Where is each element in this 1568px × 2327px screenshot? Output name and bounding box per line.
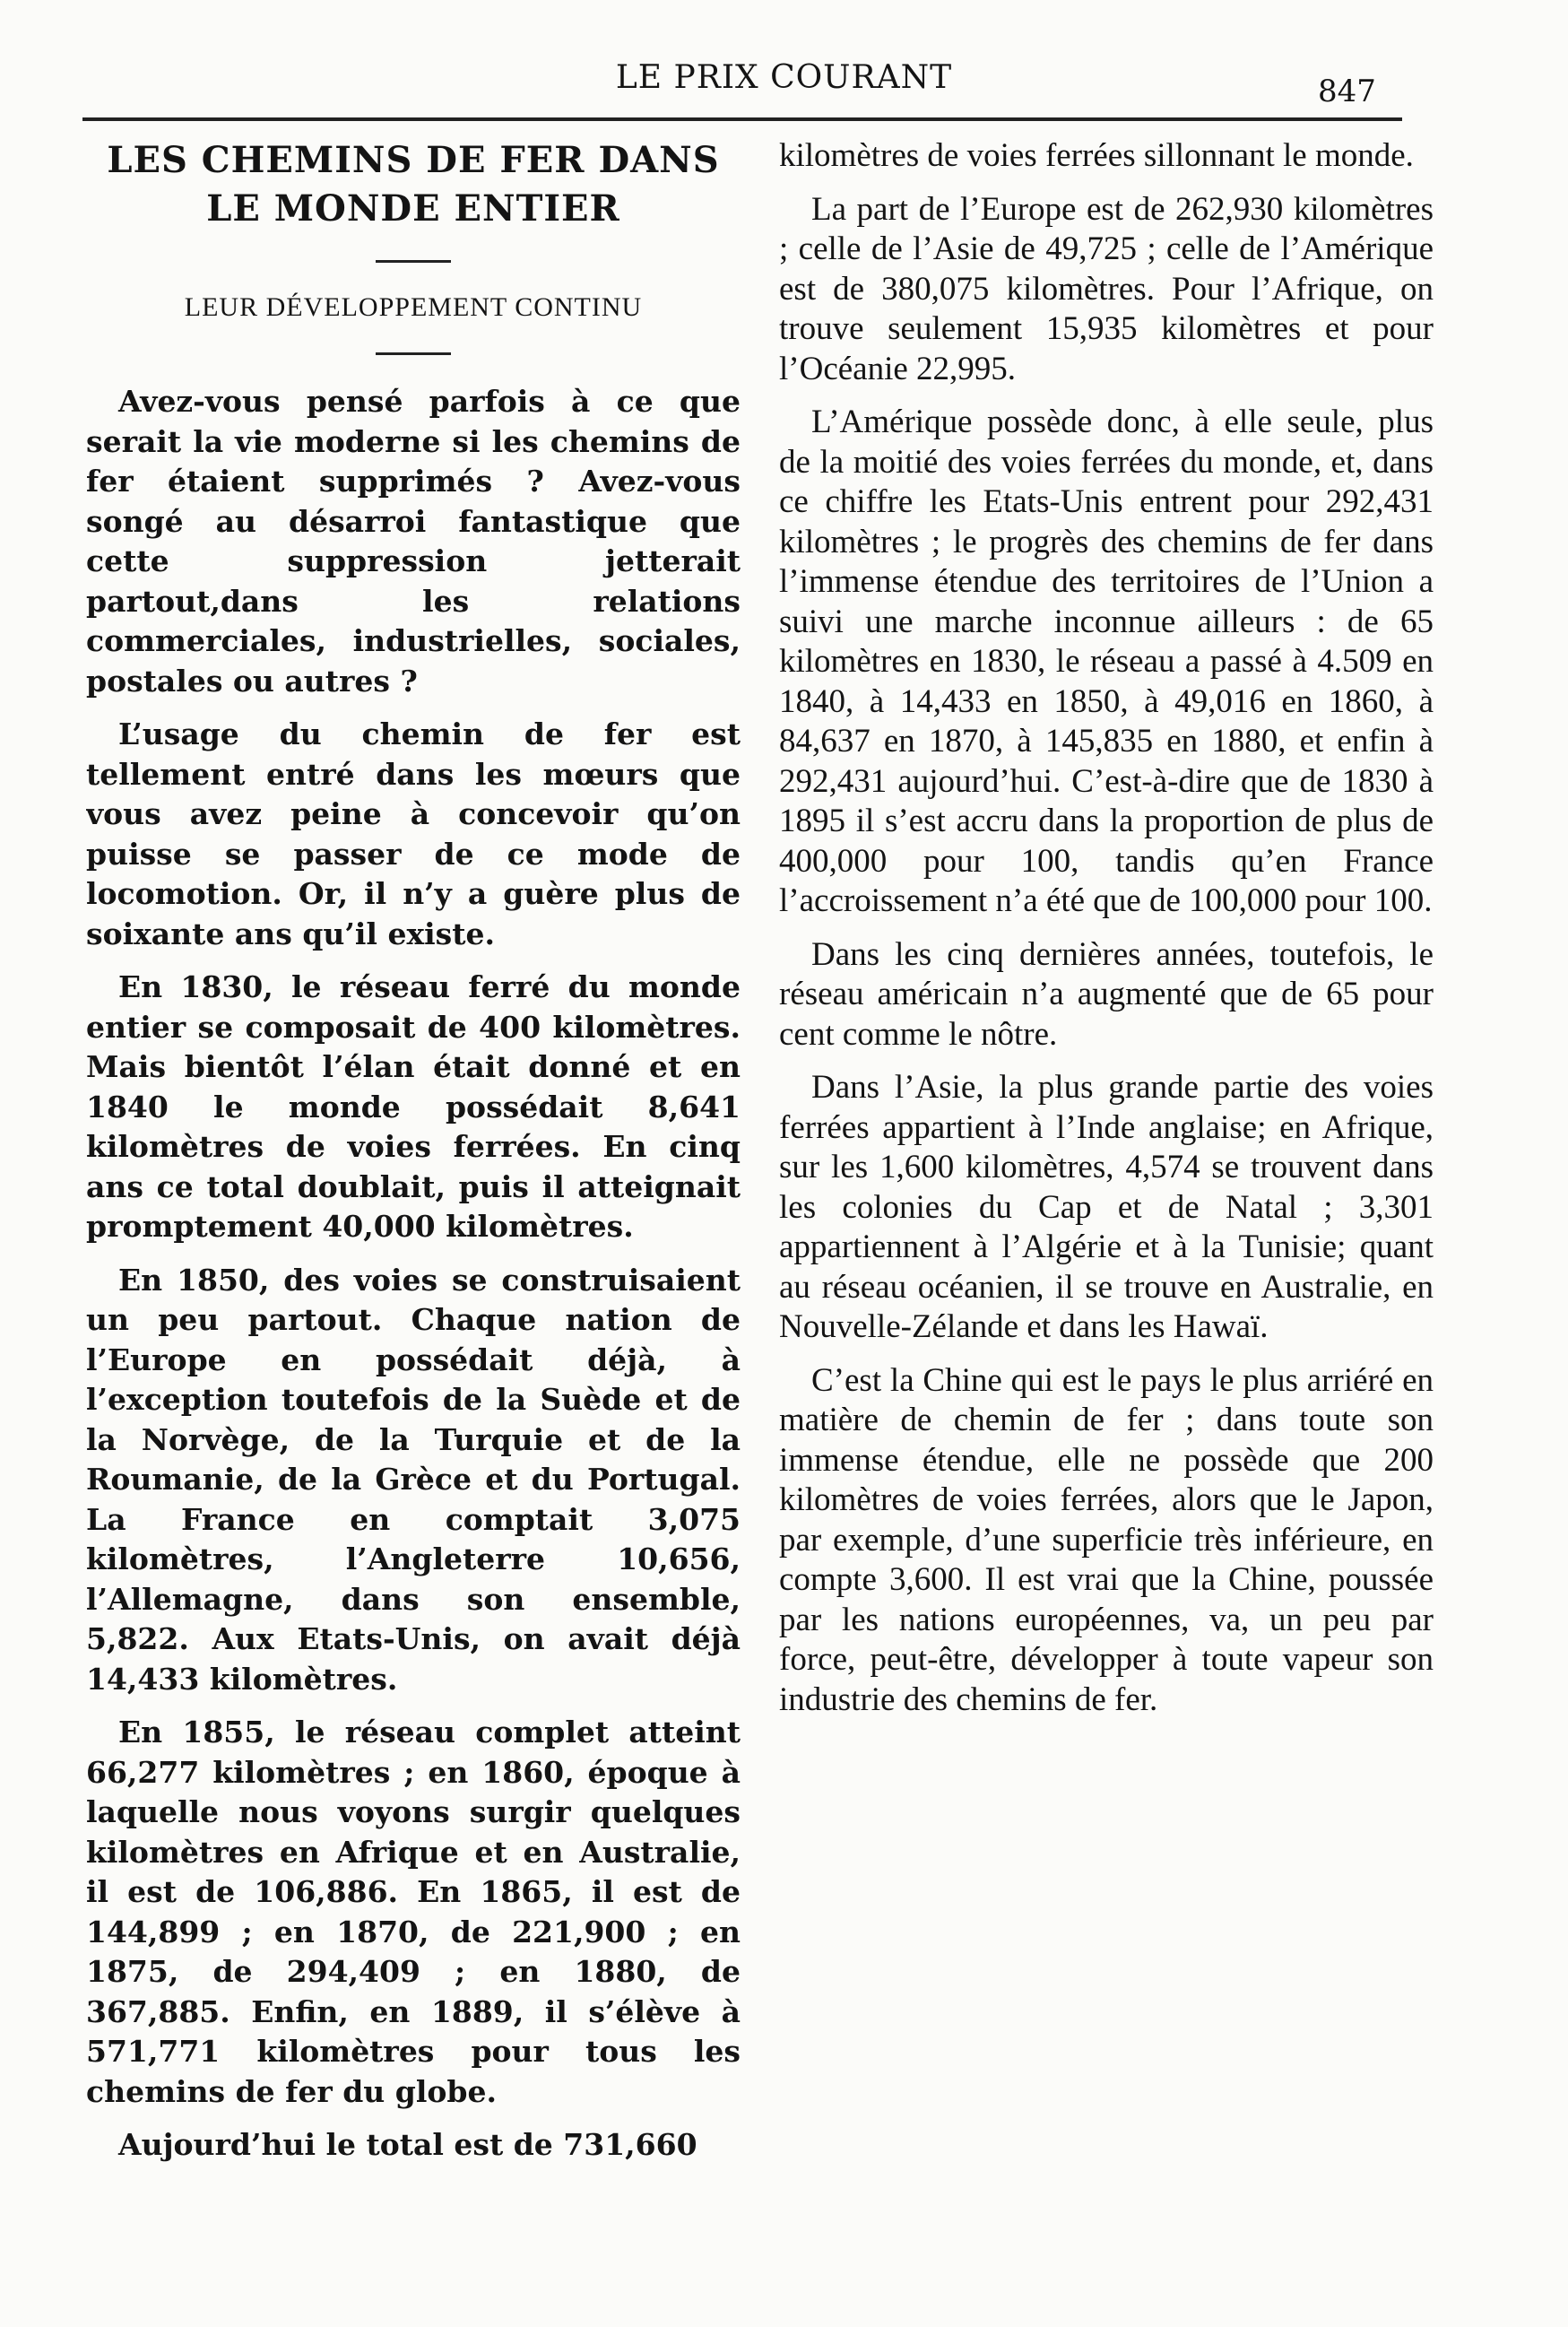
left-column	[86, 136, 741, 2288]
paragraph: Avez-vous pensé parfois à ce que serait la vie moderne si les chemins de fer étaient supprimés ? Avez-vous songé au désarroi fantastique que cette suppression jetterait partout,dans les relations commerciales, industrielles, sociales, postales ou autres ?	[86, 384, 741, 699]
paragraph: C’est la Chine qui est le pays le plus arriéré en matière de chemin de fer ; dans toute son immense étendue, elle ne possède que 200 kilomètres de voies ferrées, alors que le Japon, par exemple, d’une superficie très inférieure, en compte 3,600. Il est vrai que la Chine, poussée par les nations européennes, va, un peu par force, peut-être, développer à toute vapeur son industrie des chemins de fer.	[779, 1361, 1434, 1718]
paragraph: L’usage du chemin de fer est tellement entré dans les mœurs que vous avez peine à concevoir qu’on puisse se passer de ce mode de locomotion. Or, il n’y a guère plus de soixante ans qu’il existe.	[86, 716, 741, 951]
paragraph: Dans l’Asie, la plus grande partie des voies ferrées appartient à l’Inde anglaise; en Afrique, sur les 1,600 kilomètres, 4,574 se trouvent dans les colonies du Cap et de Natal ; 3,301 appartiennent à l’Algérie et à la Tunisie; quant au réseau océanien, il se trouve en Australie, en Nouvelle-Zélande et dans les Hawaï.	[779, 1069, 1434, 1345]
right-column	[779, 136, 1434, 2288]
subtitle-divider	[376, 352, 451, 355]
paragraph: Aujourd’hui le total est de 731,660	[118, 2127, 697, 2162]
running-title: LE PRIX COURANT	[615, 59, 953, 96]
paragraph: En 1850, des voies se construisaient un peu partout. Chaque nation de l’Europe en possédait déjà, à l’exception toutefois de la Suède et de la Norvège, de la Turquie et de la Roumanie, de la Grèce et du Portugal. La France en comptait 3,075 kilomètres, l’Angleterre 10,656, l’Allemagne, dans son ensemble, 5,822. Aux Etats-Unis, on avait déjà 14,433 kilomètres.	[86, 1262, 741, 1697]
page-number: 847	[1318, 74, 1376, 109]
paragraph: En 1855, le réseau complet atteint 66,277 kilomètres ; en 1860, époque à laquelle nous voyons surgir quelques kilomètres en Afrique et en Australie, il est de 106,886. En 1865, il est de 144,899 ; en 1870, de 221,900 ; en 1875, de 294,409 ; en 1880, de 367,885. Enfin, en 1889, il s’élève à 571,771 kilomètres pour tous les chemins de fer du globe.	[86, 1715, 741, 2109]
article-subtitle: LEUR DÉVELOPPEMENT CONTINU	[184, 292, 643, 322]
article-title: LES CHEMINS DE FER DANS LE MONDE ENTIER	[107, 139, 720, 230]
paragraph: En 1830, le réseau ferré du monde entier se composait de 400 kilomètres. Mais bientôt l’élan était donné et en 1840 le monde possédait 8,641 kilomètres de voies ferrées. En cinq ans ce total doublait, puis il atteignait promptement 40,000 kilomètres.	[86, 969, 741, 1244]
paragraph: Dans les cinq dernières années, toutefois, le réseau américain n’a augmenté que de 65 pour cent comme le nôtre.	[779, 935, 1434, 1053]
title-divider	[376, 260, 451, 263]
paragraph: La part de l’Europe est de 262,930 kilomètres ; celle de l’Asie de 49,725 ; celle de l’Amérique est de 380,075 kilomètres. Pour l’Afrique, on trouve seulement 15,935 kilomètres et pour l’Océanie 22,995.	[779, 190, 1434, 387]
paragraph: kilomètres de voies ferrées sillonnant le monde.	[779, 137, 1414, 174]
paragraph: L’Amérique possède donc, à elle seule, plus de la moitié des voies ferrées du monde, et, dans ce chiffre les Etats-Unis entrent pour 292,431 kilomètres ; le progrès des chemins de fer dans l’immense étendue des territoires de l’Union a suivi une marche inconnue ailleurs : de 65 kilomètres en 1830, le réseau a passé à 4.509 en 1840, à 14,433 en 1850, à 49,016 en 1860, à 84,637 en 1870, à 145,835 en 1880, et enfin à 292,431 aujourd’hui. C’est-à-dire que de 1830 à 1895 il s’est accru dans la proportion de plus de 400,000 pour 100, tandis qu’en France l’accroissement n’a été que de 100,000 pour 100.	[779, 404, 1434, 919]
header-rule	[82, 117, 1402, 121]
